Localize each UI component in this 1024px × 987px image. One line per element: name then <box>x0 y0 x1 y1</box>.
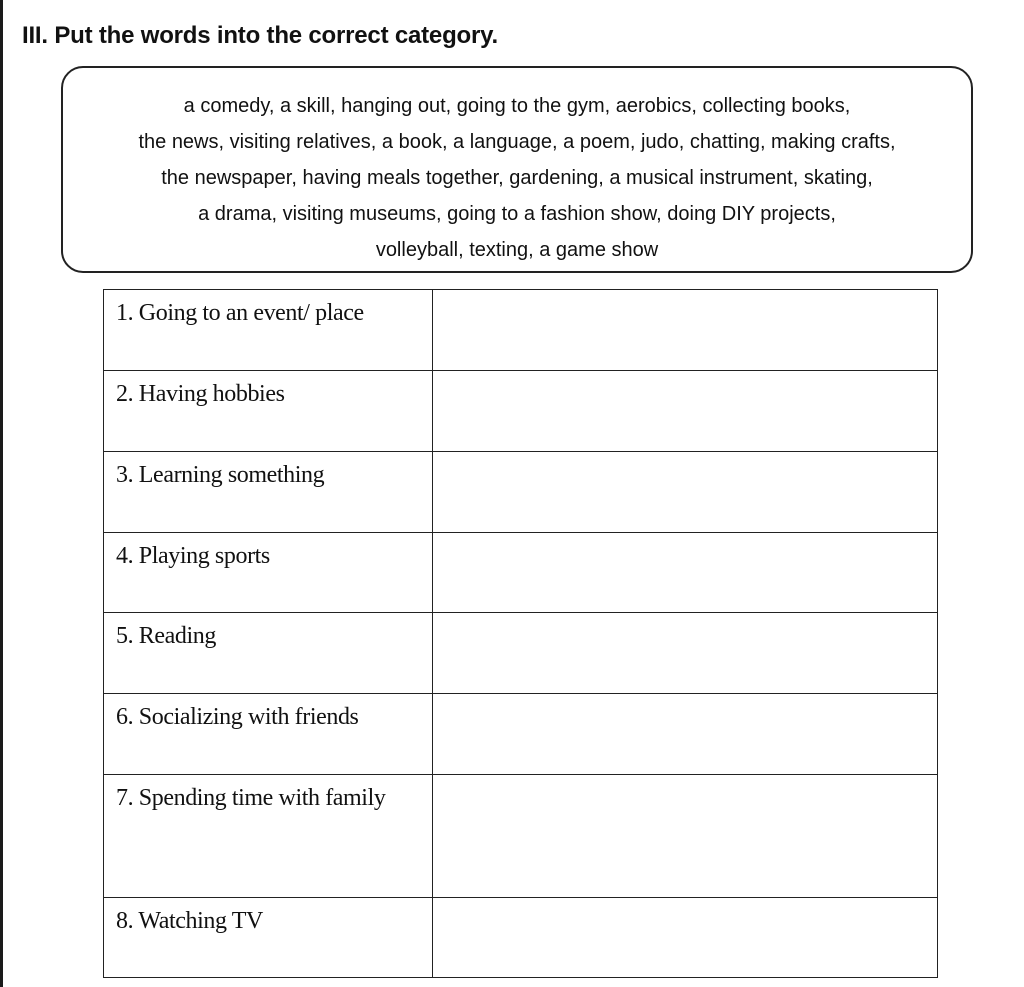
word-bank-line: the news, visiting relatives, a book, a language, a poem, judo, chatting, making crafts, <box>138 131 896 153</box>
category-label: 5. Reading <box>104 613 433 694</box>
category-label: 3. Learning something <box>104 452 433 533</box>
category-answer-cell[interactable] <box>432 452 937 533</box>
category-answer-cell[interactable] <box>432 533 937 613</box>
category-answer-cell[interactable] <box>432 898 937 978</box>
category-answer-cell[interactable] <box>432 613 937 694</box>
category-row <box>104 613 938 694</box>
category-row <box>104 694 938 775</box>
category-label: 4. Playing sports <box>104 533 433 613</box>
page-left-border <box>0 0 3 987</box>
category-answer-cell[interactable] <box>432 290 937 371</box>
category-row <box>104 775 938 898</box>
category-table <box>103 289 938 978</box>
category-answer-cell[interactable] <box>432 775 937 898</box>
word-bank-box <box>61 66 973 273</box>
category-label: 8. Watching TV <box>104 898 433 978</box>
category-answer-cell[interactable] <box>432 694 937 775</box>
category-row <box>104 371 938 452</box>
category-label: 1. Going to an event/ place <box>104 290 433 371</box>
word-bank-line: a comedy, a skill, hanging out, going to the gym, aerobics, collecting books, <box>183 95 851 117</box>
word-bank-line: the newspaper, having meals together, gardening, a musical instrument, skating, <box>161 167 873 189</box>
category-row <box>104 290 938 371</box>
word-bank-line: a drama, visiting museums, going to a fashion show, doing DIY projects, <box>198 203 836 225</box>
category-label: 6. Socializing with friends <box>104 694 433 775</box>
category-row <box>104 533 938 613</box>
category-row <box>104 898 938 978</box>
word-bank-line: volleyball, texting, a game show <box>375 239 659 261</box>
category-label: 2. Having hobbies <box>104 371 433 452</box>
category-label: 7. Spending time with family <box>104 775 433 898</box>
category-answer-cell[interactable] <box>432 371 937 452</box>
category-row <box>104 452 938 533</box>
exercise-heading: III. Put the words into the correct category. <box>22 22 498 49</box>
